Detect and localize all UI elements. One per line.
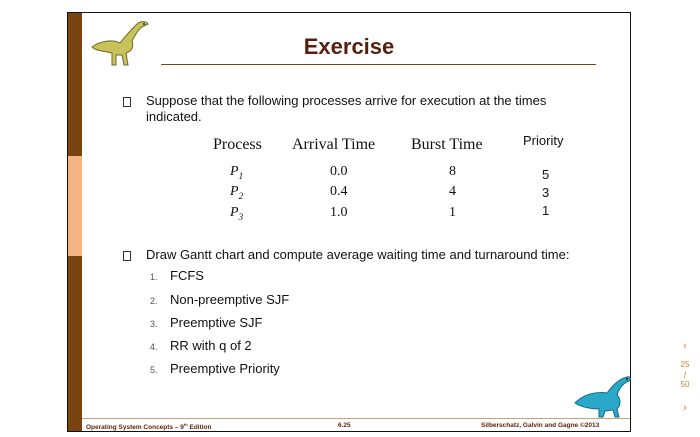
list-item: 2. Non-preemptive SJF xyxy=(150,292,290,307)
slide-title: Exercise xyxy=(303,34,395,59)
bullet2-text: Draw Gantt chart and compute average waiting time and turnaround time: xyxy=(146,247,570,262)
table-cell-priority: 5 xyxy=(542,167,550,182)
table-header-priority: Priority xyxy=(523,133,564,148)
footer-divider xyxy=(82,418,630,419)
table-cell-arrival: 0.4 xyxy=(330,184,348,199)
prev-page-button[interactable] xyxy=(677,340,693,352)
page-current: 25 xyxy=(680,360,690,369)
table-header-burst: Burst Time xyxy=(411,136,483,153)
bullet-square-icon xyxy=(123,251,131,261)
chevron-up-icon: ‹ xyxy=(683,340,687,352)
page-indicator xyxy=(677,360,693,390)
table-header-process: Process xyxy=(213,136,262,153)
table-cell-process: $P_1$ xyxy=(230,164,244,181)
footer-book-title: Operating System Concepts – 9th Edition xyxy=(86,422,212,432)
table-cell-priority: 3 xyxy=(542,185,550,200)
title-divider xyxy=(161,64,596,65)
table-cell-process: $P_2$ xyxy=(230,184,244,201)
chevron-down-icon: › xyxy=(683,402,687,414)
bullet1-text xyxy=(146,93,546,125)
slide-left-bar xyxy=(68,13,82,431)
footer-authors: Silberschatz, Galvin and Gagne ©2013 xyxy=(481,422,600,429)
left-bar-highlight xyxy=(68,156,82,256)
table-cell-arrival: 1.0 xyxy=(330,205,348,220)
list-item: 4. RR with q of 2 xyxy=(150,338,252,353)
table-cell-burst: 4 xyxy=(449,184,456,199)
list-item: 5. Preemptive Priority xyxy=(150,361,280,376)
next-page-button[interactable] xyxy=(677,402,693,414)
bullet-square-icon xyxy=(123,97,131,107)
table-cell-process: $P_3$ xyxy=(230,205,244,222)
table-cell-priority: 1 xyxy=(542,203,550,218)
table-header-arrival: Arrival Time xyxy=(292,136,376,153)
table-cell-burst: 1 xyxy=(449,205,456,220)
footer-page-number: 6.25 xyxy=(338,422,351,429)
list-item: 1. FCFS xyxy=(150,268,204,283)
bullet1-line1: Suppose that the following processes arrive for execution at the times xyxy=(146,93,547,108)
table-cell-arrival: 0.0 xyxy=(330,164,348,179)
table-cell-burst: 8 xyxy=(449,164,456,179)
page-separator: / xyxy=(683,370,687,380)
slide xyxy=(67,12,631,432)
list-item: 3. Preemptive SJF xyxy=(150,315,263,330)
page-total: 50 xyxy=(680,380,690,389)
bullet1-line2: indicated. xyxy=(146,109,202,124)
dinosaur-icon xyxy=(573,373,633,419)
